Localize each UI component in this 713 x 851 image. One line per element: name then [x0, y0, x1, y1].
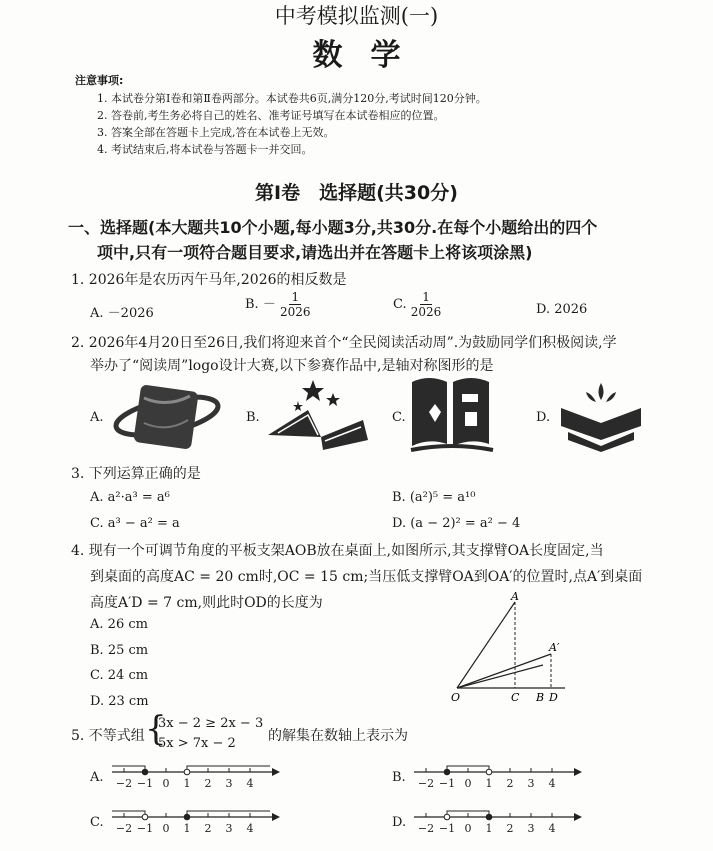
- tick-label: 0: [162, 822, 170, 835]
- tick-label: 3: [225, 822, 233, 835]
- q4-figure: [445, 590, 575, 708]
- q1-option-d[interactable]: D. 2026: [536, 302, 588, 317]
- tick-label: 2: [506, 822, 514, 835]
- open-point: [444, 814, 450, 820]
- tick-label: 1: [485, 777, 493, 790]
- inequality-2: 5x > 7x − 2: [158, 736, 236, 751]
- tick-label: −1: [136, 777, 154, 790]
- q3-option-a[interactable]: A. a²·a³ = a⁶: [90, 490, 170, 505]
- section-heading-line1: 一、选择题(本大题共10个小题,每小题3分,共30分.在每个小题给出的四个: [68, 218, 598, 237]
- q5-option-c[interactable]: C.: [90, 815, 104, 830]
- figure-label-c: C: [511, 691, 520, 704]
- tick-label: 3: [527, 822, 535, 835]
- q5-option-b[interactable]: B.: [392, 770, 406, 785]
- q5-option-d[interactable]: D.: [392, 815, 407, 830]
- fraction: $\frac{1}{2026}$: [410, 290, 442, 319]
- question-4-stem-line3: 高度A′D = 7 cm,则此时OD的长度为: [90, 595, 323, 611]
- axis-arrow: [272, 768, 280, 776]
- figure-label-d: D: [549, 691, 558, 704]
- q4-option-c[interactable]: C. 24 cm: [90, 668, 149, 683]
- closed-point: [184, 814, 190, 820]
- note-item: 4. 考试结束后,将本试卷与答题卡一并交回。: [97, 143, 313, 156]
- question-4-stem-line1: 4. 现有一个可调节角度的平板支架AOB放在桌面上,如图所示,其支撑臂OA长度固定,当: [71, 543, 604, 559]
- tick-label: −2: [417, 822, 435, 835]
- tick-label: 4: [548, 777, 556, 790]
- q2-option-a[interactable]: A.: [90, 410, 104, 425]
- tick-label: 1: [183, 822, 191, 835]
- open-point: [486, 769, 492, 775]
- axis-arrow: [574, 768, 582, 776]
- inequality-1: 3x − 2 ≥ 2x − 3: [158, 716, 264, 731]
- q2-option-c[interactable]: C.: [392, 410, 406, 425]
- tick-label: 0: [162, 777, 170, 790]
- axis-arrow: [574, 813, 582, 821]
- question-4-stem-line2: 到桌面的高度AC = 20 cm时,OC = 15 cm;当压低支撑臂OA到OA′的位置时,点A′到桌面: [90, 569, 643, 585]
- tick-label: 0: [464, 777, 472, 790]
- system-brace: {: [145, 709, 167, 749]
- q1-option-c[interactable]: C. $\frac{1}{2026}$: [393, 290, 442, 319]
- exam-title: 中考模拟监测(一): [274, 4, 439, 28]
- q3-option-c[interactable]: C. a³ − a² = a: [90, 516, 180, 531]
- tick-label: 3: [225, 777, 233, 790]
- q3-option-b[interactable]: B. (a²)⁵ = a¹⁰: [392, 490, 476, 505]
- tick-label: −1: [136, 822, 154, 835]
- tick-label: 1: [183, 777, 191, 790]
- closed-point: [142, 769, 148, 775]
- tick-label: 2: [204, 777, 212, 790]
- tick-label: −2: [417, 777, 435, 790]
- figure-label-b: B: [536, 691, 545, 704]
- fraction: $\frac{1}{2026}$: [279, 290, 311, 319]
- logo-c-image: [407, 372, 497, 454]
- subject-title: 数学: [312, 38, 429, 73]
- open-point: [142, 814, 148, 820]
- q1-option-a[interactable]: A. －2026: [90, 306, 154, 321]
- tick-label: −2: [115, 777, 133, 790]
- tick-label: 1: [485, 822, 493, 835]
- tick-label: 2: [506, 777, 514, 790]
- q2-option-d[interactable]: D.: [536, 410, 551, 425]
- tick-label: −2: [115, 822, 133, 835]
- q4-option-d[interactable]: D. 23 cm: [90, 694, 149, 709]
- tick-label: 4: [246, 822, 254, 835]
- axis-arrow: [272, 813, 280, 821]
- closed-point: [486, 814, 492, 820]
- solution-ray: [112, 811, 145, 817]
- q5-option-a[interactable]: A.: [90, 770, 104, 785]
- closed-point: [444, 769, 450, 775]
- open-point: [184, 769, 190, 775]
- logo-d-image: [556, 378, 646, 453]
- section-heading-line2: 项中,只有一项符合题目要求,请选出并在答题卡上将该项涂黑): [97, 243, 533, 262]
- question-5-stem-prefix: 5. 不等式组: [71, 728, 145, 744]
- note-item: 3. 答案全部在答题卡上完成,答在本试卷上无效。: [97, 126, 335, 139]
- figure-label-a: A: [511, 590, 519, 603]
- tick-label: −1: [438, 822, 456, 835]
- q3-option-d[interactable]: D. (a − 2)² = a² − 4: [392, 516, 521, 531]
- q4-option-a[interactable]: A. 26 cm: [90, 617, 148, 632]
- number-line-b: [412, 752, 587, 796]
- q2-option-b[interactable]: B.: [246, 410, 260, 425]
- section-title: 第Ⅰ卷 选择题(共30分): [255, 182, 458, 204]
- number-line-c: [110, 797, 285, 841]
- notes-heading: 注意事项:: [75, 74, 124, 87]
- note-item: 2. 答卷前,考生务必将自己的姓名、准考证号填写在本试卷相应的位置。: [97, 109, 445, 122]
- figure-label-a-prime: A′: [549, 641, 560, 654]
- tick-label: 3: [527, 777, 535, 790]
- question-5-stem-suffix: 的解集在数轴上表示为: [268, 728, 408, 744]
- q1-option-b[interactable]: B. － $\frac{1}{2026}$: [245, 290, 311, 319]
- question-3-stem: 3. 下列运算正确的是: [71, 466, 201, 482]
- logo-b-image: [263, 375, 373, 455]
- tick-label: 0: [464, 822, 472, 835]
- question-2-stem-line2: 举办了“阅读周”logo设计大赛,以下参赛作品中,是轴对称图形的是: [90, 358, 494, 374]
- tick-label: 4: [246, 777, 254, 790]
- solution-ray: [112, 766, 145, 772]
- question-1-stem: 1. 2026年是农历丙午马年,2026的相反数是: [71, 272, 347, 288]
- number-line-a: [110, 752, 285, 796]
- note-item: 1. 本试卷分第Ⅰ卷和第Ⅱ卷两部分。本试卷共6页,满分120分,考试时间120分钟。: [97, 92, 487, 105]
- figure-label-o: O: [451, 691, 461, 704]
- logo-a-image: [112, 378, 222, 453]
- tick-label: 2: [204, 822, 212, 835]
- tick-label: 4: [548, 822, 556, 835]
- number-line-d: [412, 797, 587, 841]
- figure-line-oa-prime: [457, 654, 551, 688]
- question-2-stem-line1: 2. 2026年4月20日至26日,我们将迎来首个“全民阅读活动周”.为鼓励同学们积极阅读,学: [71, 335, 617, 351]
- tick-label: −1: [438, 777, 456, 790]
- q4-option-b[interactable]: B. 25 cm: [90, 643, 149, 658]
